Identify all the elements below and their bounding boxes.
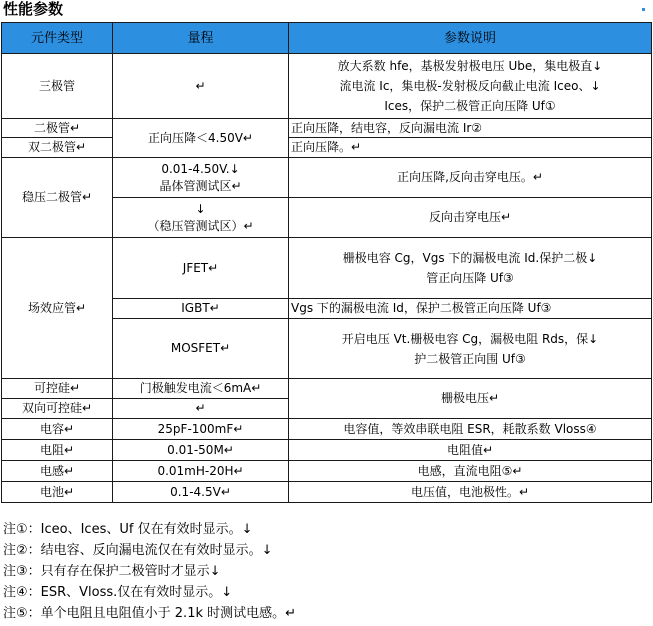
cell-description: 正向压降。↵: [289, 138, 652, 158]
column-header-description: 参数说明: [289, 23, 652, 54]
cell-range: MOSFET↵: [113, 319, 289, 379]
range-line: 晶体管测试区↵: [159, 178, 242, 193]
description-line: 管正向压降 Uf③: [426, 271, 514, 285]
cell-range: 0.1-4.5V↵: [113, 482, 289, 503]
cell-description: 正向压降，结电容，反向漏电流 Ir②: [289, 119, 652, 138]
cell-type: 电容↵: [2, 419, 113, 440]
cell-type: 电阻↵: [2, 440, 113, 461]
cell-description: 栅极电压↵: [289, 379, 652, 419]
cell-range: 25pF-100mF↵: [113, 419, 289, 440]
cell-range: 正向压降＜4.50V↵: [113, 119, 289, 158]
cell-range: 0.01-50M↵: [113, 440, 289, 461]
cell-type: 场效应管↵: [2, 238, 113, 379]
table-row: [2, 158, 652, 198]
cell-description: [289, 319, 652, 379]
cell-type: 双二极管↵: [2, 138, 113, 158]
cell-description: 反向击穿电压↵: [289, 198, 652, 238]
cell-description: 电阻值↵: [289, 440, 652, 461]
cell-type: 稳压二极管↵: [2, 158, 113, 238]
cell-description: [289, 54, 652, 119]
cell-type: 电池↵: [2, 482, 113, 503]
cell-type: 可控硅↵: [2, 379, 113, 399]
table-row: [2, 461, 652, 482]
footnote: 注②：结电容、反向漏电流仅在有效时显示。↓: [3, 543, 273, 558]
cell-range: 0.01mH-20H↵: [113, 461, 289, 482]
description-line: 栅极电容 Cg，Vgs 下的漏极电流 Id.保护二极↓: [342, 251, 598, 265]
footnote: 注④：ESR、Vloss.仅在有效时显示。↓: [3, 585, 233, 600]
description-line: 护二极管正向围 Uf③: [414, 351, 526, 366]
table-header-row: [2, 23, 652, 54]
cell-type: 双向可控硅↵: [2, 399, 113, 419]
description-line: 流电流 Ic，集电极-发射极反向截止电流 Iceo、↓: [339, 79, 601, 93]
description-line: 放大系数 hfe，基极发射极电压 Ube，集电极直↓: [337, 59, 603, 73]
table-row: [2, 54, 652, 119]
cell-description: Vgs 下的漏极电流 Id，保护二极管正向压降 Uf③: [289, 299, 652, 319]
page-title: 性能参数: [3, 0, 64, 18]
table-row: [2, 138, 652, 158]
cell-description: 正向压降,反向击穿电压。↵: [289, 158, 652, 198]
cell-type: 三极管: [2, 54, 113, 119]
range-line: （稳压管测试区）↵: [147, 218, 254, 233]
footnote: 注③：只有存在保护二极管时才显示↓: [3, 564, 221, 579]
corner-mark: [642, 8, 645, 11]
cell-range: [113, 158, 289, 198]
table-row: [2, 379, 652, 399]
footnote: 注⑤：单个电阻且电阻值小于 2.1k 时测试电感。↵: [3, 606, 297, 621]
range-line: 0.01-4.50V.↓: [161, 161, 240, 176]
table-row: [2, 238, 652, 299]
range-line: ↓: [195, 201, 206, 216]
footnote: 注①：Iceo、Ices、Uf 仅在有效时显示。↓: [3, 522, 253, 537]
table-row: [2, 482, 652, 503]
table-row: [2, 119, 652, 138]
column-header-type: 元件类型: [2, 23, 113, 54]
cell-description: [289, 238, 652, 299]
cell-description: 电压值，电池极性。↵: [289, 482, 652, 503]
footnotes: [3, 519, 296, 624]
column-header-range: 量程: [113, 23, 289, 54]
description-line: 开启电压 Vt.栅极电容 Cg，漏极电阻 Rds，保↓: [341, 331, 599, 346]
table-row: [2, 419, 652, 440]
cell-range: ↵: [113, 54, 289, 119]
cell-description: 电感，直流电阻⑤↵: [289, 461, 652, 482]
cell-range: [113, 198, 289, 238]
parameter-table: [1, 22, 652, 503]
cell-range: 门极触发电流＜6mA↵: [113, 379, 289, 399]
cell-type: 二极管↵: [2, 119, 113, 138]
cell-range: IGBT↵: [113, 299, 289, 319]
cell-range: ↵: [113, 399, 289, 419]
cell-description: 电容值，等效串联电阻 ESR，耗散系数 Vloss④: [289, 419, 652, 440]
description-line: Ices，保护二极管正向压降 Uf①: [384, 99, 556, 113]
cell-type: 电感↵: [2, 461, 113, 482]
cell-range: JFET↵: [113, 238, 289, 299]
table-row: [2, 440, 652, 461]
